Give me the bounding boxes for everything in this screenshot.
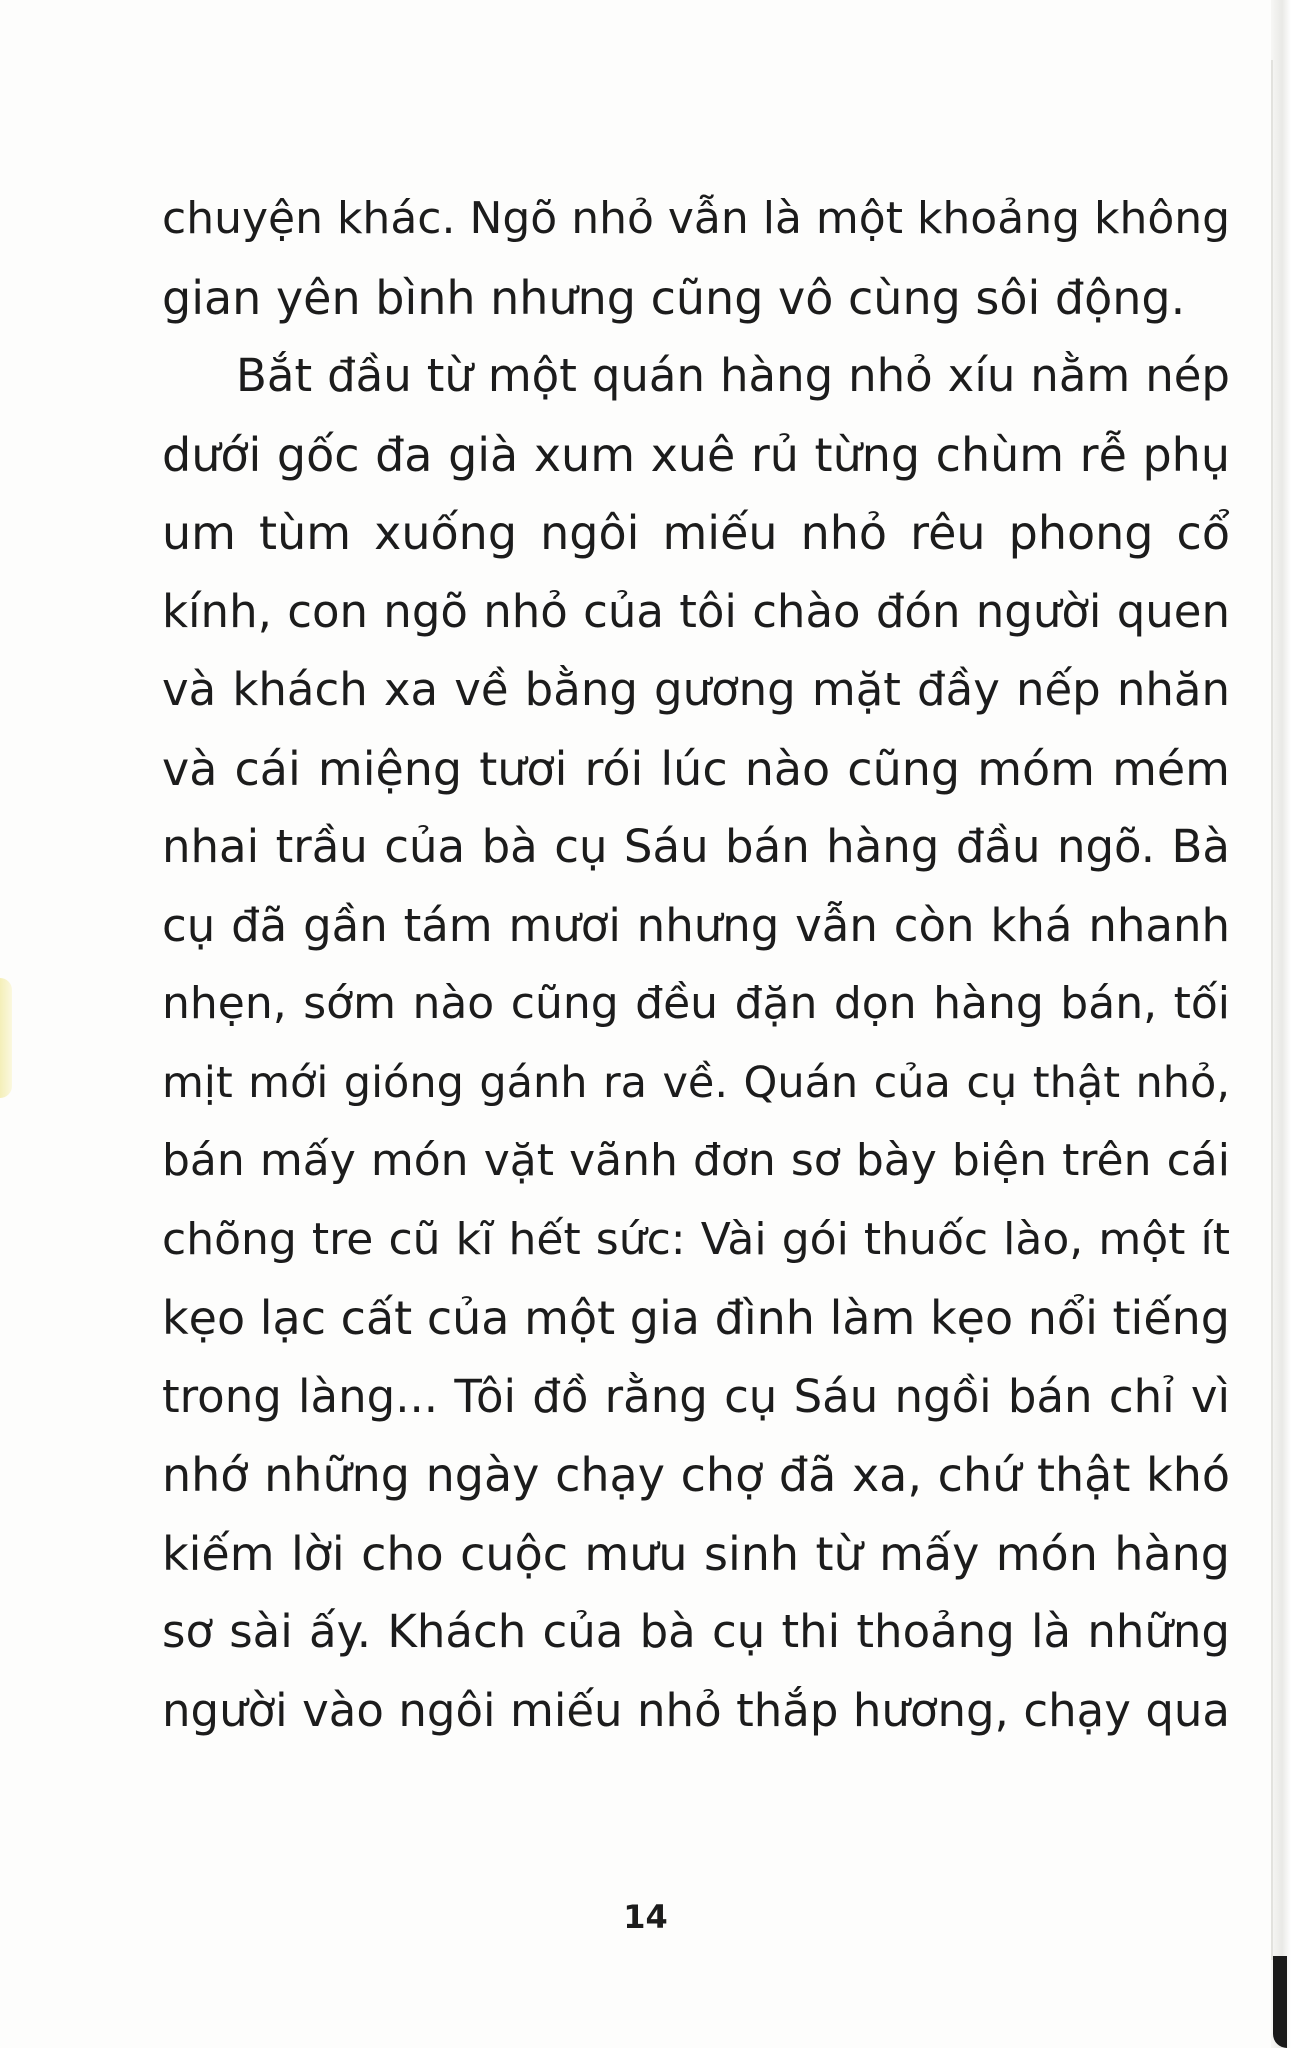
text-line: sơ sài ấy. Khách của bà cụ thi thoảng là những: [162, 1605, 1230, 1658]
text-line: kiếm lời cho cuộc mưu sinh từ mấy món hàng: [162, 1526, 1230, 1581]
text-line: nhai trầu của bà cụ Sáu bán hàng đầu ngõ. Bà: [162, 820, 1230, 873]
text-line: dưới gốc đa già xum xuê rủ từng chùm rễ phụ: [162, 427, 1230, 482]
page-right-edge: [1271, 0, 1291, 2048]
text-line: cụ đã gần tám mươi nhưng vẫn còn khá nhanh: [162, 898, 1230, 952]
text-line: gian yên bình nhưng cũng vô cùng sôi động.: [162, 270, 1186, 325]
text-line: chuyện khác. Ngõ nhỏ vẫn là một khoảng không: [162, 193, 1231, 244]
text-line: bán mấy món vặt vãnh đơn sơ bày biện trên cái: [162, 1135, 1230, 1186]
text-line: kẹo lạc cất của một gia đình làm kẹo nổi tiếng: [162, 1291, 1230, 1345]
page-bottom-corner-shadow: [1273, 1956, 1287, 2048]
page-right-edge-line: [1271, 60, 1273, 1960]
text-line: trong làng... Tôi đồ rằng cụ Sáu ngồi bán chỉ vì: [162, 1369, 1230, 1423]
page-number: 14: [623, 1898, 668, 1936]
text-line: chõng tre cũ kĩ hết sức: Vài gói thuốc lào, một ít: [162, 1213, 1230, 1265]
text-line: kính, con ngõ nhỏ của tôi chào đón người quen: [162, 584, 1230, 638]
text-line: và cái miệng tươi rói lúc nào cũng móm mém: [162, 741, 1230, 796]
text-line: mịt mới gióng gánh ra về. Quán của cụ thật nhỏ,: [162, 1057, 1230, 1108]
text-line: Bắt đầu từ một quán hàng nhỏ xíu nằm nép: [236, 349, 1230, 402]
page-edge-mark: [0, 978, 12, 1098]
text-line: người vào ngôi miếu nhỏ thắp hương, chạy qua: [162, 1683, 1230, 1737]
text-line: um tùm xuống ngôi miếu nhỏ rêu phong cổ: [162, 506, 1230, 560]
body-text: [162, 180, 1230, 1750]
text-line: nhớ những ngày chạy chợ đã xa, chứ thật khó: [162, 1448, 1230, 1502]
text-line: và khách xa về bằng gương mặt đầy nếp nhăn: [162, 663, 1230, 716]
text-line: nhẹn, sớm nào cũng đều đặn dọn hàng bán, tối: [162, 978, 1230, 1029]
